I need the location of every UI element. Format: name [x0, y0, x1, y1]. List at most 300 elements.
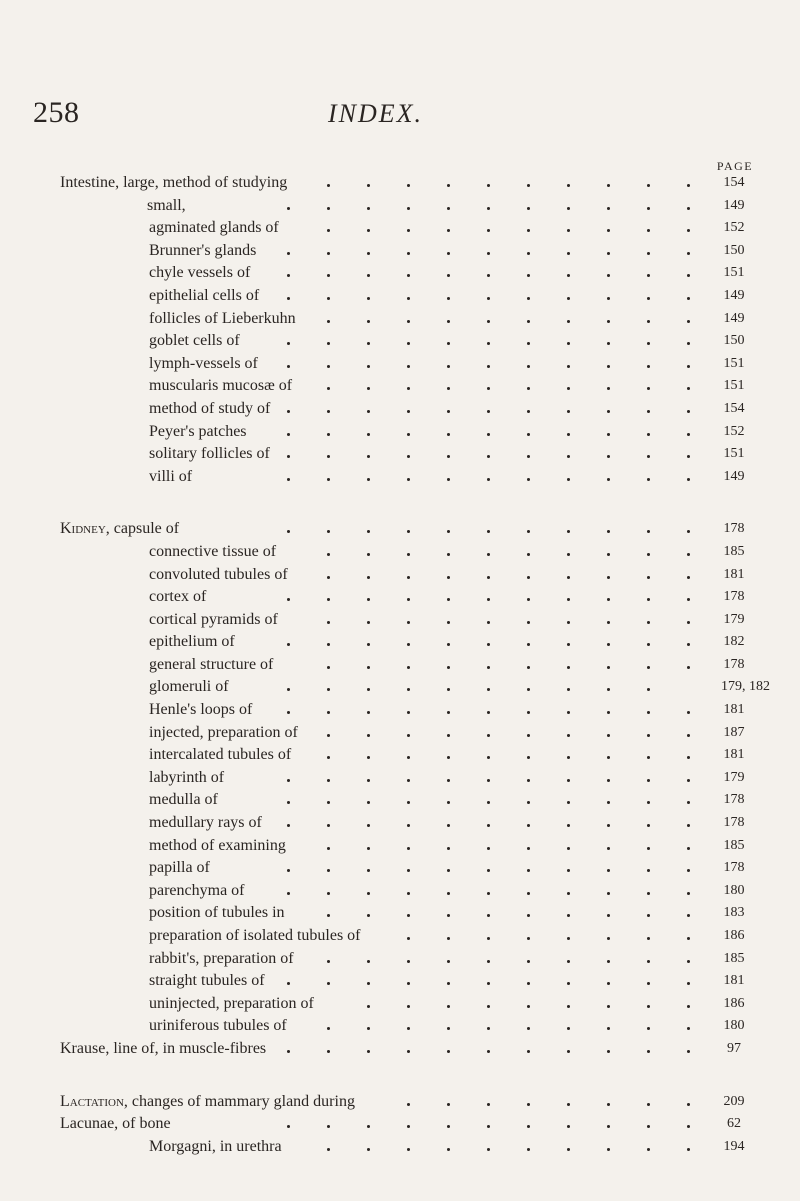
dot-leader	[0, 541, 800, 564]
leader-dot	[367, 274, 370, 277]
leader-dot	[607, 937, 610, 940]
leader-dot	[527, 410, 530, 413]
entry-text: agminated glands of	[149, 219, 279, 237]
leader-dot	[447, 410, 450, 413]
leader-dot	[527, 297, 530, 300]
entry-text: Morgagni, in urethra	[149, 1137, 282, 1155]
leader-dot	[647, 1103, 650, 1106]
entry-text: uriniferous tubules of	[149, 1017, 287, 1035]
leader-dot	[607, 433, 610, 436]
leader-dot	[607, 553, 610, 556]
leader-dot	[607, 365, 610, 368]
dot-leader	[0, 217, 800, 240]
leader-dot	[607, 320, 610, 323]
entry-page-number: 178	[723, 815, 745, 831]
leader-dot	[447, 1103, 450, 1106]
entry-page-number: 185	[723, 837, 745, 853]
leader-dot	[567, 937, 570, 940]
leader-dot	[607, 982, 610, 985]
leader-dot	[487, 1125, 490, 1128]
leader-dot	[447, 937, 450, 940]
leader-dot	[407, 801, 410, 804]
entry-text: Lacunae, of bone	[60, 1115, 171, 1133]
leader-dot	[487, 734, 490, 737]
leader-dot	[687, 914, 690, 917]
leader-dot	[567, 410, 570, 413]
section-gap	[0, 488, 800, 518]
dot-leader	[0, 902, 800, 925]
leader-dot	[447, 666, 450, 669]
leader-dot	[567, 184, 570, 187]
leader-dot	[447, 207, 450, 210]
leader-dot	[687, 643, 690, 646]
leader-dot	[527, 801, 530, 804]
entry-page-number: 151	[723, 355, 745, 371]
leader-dot	[407, 342, 410, 345]
leader-dot	[367, 1027, 370, 1030]
leader-dot	[367, 643, 370, 646]
leader-dot	[407, 869, 410, 872]
entry-page-number: 186	[723, 928, 745, 943]
leader-dot	[407, 320, 410, 323]
leader-dot	[287, 711, 290, 714]
leader-dot	[647, 320, 650, 323]
entry-page-number: 149	[723, 287, 745, 303]
leader-dot	[447, 643, 450, 646]
leader-dot	[407, 666, 410, 669]
leader-dot	[567, 1005, 570, 1008]
leader-dot	[327, 869, 330, 872]
entry-page-number: 149	[723, 468, 745, 484]
dot-leader	[0, 948, 800, 971]
leader-dot	[527, 621, 530, 624]
entry-page-number: 178	[723, 521, 745, 537]
leader-dot	[447, 734, 450, 737]
leader-dot	[327, 711, 330, 714]
leader-dot	[687, 621, 690, 624]
index-entry	[0, 217, 800, 240]
page-column-header: PAGE	[716, 159, 754, 173]
leader-dot	[527, 1148, 530, 1151]
leader-dot	[367, 342, 370, 345]
leader-dot	[447, 229, 450, 232]
leader-dot	[327, 598, 330, 601]
leader-dot	[287, 643, 290, 646]
leader-dot	[487, 1050, 490, 1053]
index-entry	[0, 518, 800, 541]
entry-page-number: 185	[723, 543, 745, 559]
leader-dot	[487, 869, 490, 872]
leader-dot	[647, 297, 650, 300]
leader-dot	[567, 779, 570, 782]
leader-dot	[647, 365, 650, 368]
leader-dot	[447, 297, 450, 300]
leader-dot	[607, 892, 610, 895]
entry-page-number: 179	[723, 769, 745, 785]
dot-leader	[0, 767, 800, 790]
leader-dot	[487, 410, 490, 413]
leader-dot	[407, 914, 410, 917]
leader-dot	[687, 711, 690, 714]
leader-dot	[447, 478, 450, 481]
leader-dot	[527, 847, 530, 850]
entry-page-number: 97	[727, 1040, 741, 1056]
leader-dot	[487, 433, 490, 436]
leader-dot	[487, 847, 490, 850]
leader-dot	[527, 937, 530, 940]
leader-dot	[527, 553, 530, 556]
index-entry	[0, 308, 800, 331]
leader-dot	[447, 892, 450, 895]
leader-dot	[567, 869, 570, 872]
leader-dot	[527, 892, 530, 895]
leader-dot	[447, 252, 450, 255]
leader-dot	[647, 734, 650, 737]
leader-dot	[327, 252, 330, 255]
leader-dot	[687, 937, 690, 940]
entry-text: connective tissue of	[149, 542, 277, 560]
entry-text: epithelial cells of	[149, 286, 260, 304]
leader-dot	[567, 207, 570, 210]
leader-dot	[647, 1050, 650, 1053]
leader-dot	[407, 892, 410, 895]
entry-text: follicles of Lieberkuhn	[149, 309, 296, 327]
entry-page-number: 209	[723, 1093, 745, 1109]
leader-dot	[527, 688, 530, 691]
leader-dot	[407, 960, 410, 963]
leader-dot	[327, 824, 330, 827]
leader-dot	[367, 207, 370, 210]
index-entry	[0, 654, 800, 677]
entry-text: method of examining	[149, 836, 286, 854]
leader-dot	[327, 342, 330, 345]
leader-dot	[447, 801, 450, 804]
leader-dot	[327, 207, 330, 210]
section-gap	[0, 1061, 800, 1091]
leader-dot	[567, 297, 570, 300]
leader-dot	[287, 410, 290, 413]
index-entry	[0, 1136, 800, 1159]
entry-text: glomeruli of	[149, 678, 229, 696]
entry-page-number: 182	[723, 634, 745, 650]
entry-page-number: 180	[723, 1018, 745, 1034]
index-entry	[0, 948, 800, 971]
leader-dot	[527, 756, 530, 759]
leader-dot	[447, 184, 450, 187]
leader-dot	[407, 455, 410, 458]
leader-dot	[407, 297, 410, 300]
leader-dot	[607, 274, 610, 277]
leader-dot	[647, 643, 650, 646]
leader-dot	[367, 478, 370, 481]
entry-page-number: 187	[723, 724, 745, 740]
dot-leader	[0, 308, 800, 331]
leader-dot	[567, 530, 570, 533]
index-entry	[0, 993, 800, 1016]
leader-dot	[567, 711, 570, 714]
index-entry	[0, 789, 800, 812]
entry-text: chyle vessels of	[149, 264, 251, 282]
leader-dot	[527, 982, 530, 985]
leader-dot	[407, 824, 410, 827]
leader-dot	[487, 576, 490, 579]
entry-page-number: 185	[723, 950, 745, 966]
leader-dot	[647, 756, 650, 759]
leader-dot	[647, 779, 650, 782]
entry-page-number: 178	[723, 656, 745, 672]
leader-dot	[487, 455, 490, 458]
leader-dot	[447, 847, 450, 850]
leader-dot	[447, 553, 450, 556]
entry-text: muscularis mucosæ of	[149, 377, 293, 395]
leader-dot	[447, 1027, 450, 1030]
leader-dot	[487, 643, 490, 646]
leader-dot	[447, 576, 450, 579]
entry-page-number: 181	[723, 566, 745, 582]
leader-dot	[527, 779, 530, 782]
leader-dot	[407, 410, 410, 413]
leader-dot	[327, 576, 330, 579]
entry-text: medullary rays of	[149, 814, 262, 832]
leader-dot	[287, 982, 290, 985]
dot-leader	[0, 609, 800, 632]
dot-leader	[0, 857, 800, 880]
dot-leader	[0, 812, 800, 835]
leader-dot	[487, 711, 490, 714]
dot-leader	[0, 466, 800, 489]
leader-dot	[327, 297, 330, 300]
leader-dot	[607, 824, 610, 827]
entry-text: intercalated tubules of	[149, 746, 292, 764]
leader-dot	[367, 1050, 370, 1053]
entry-text: labyrinth of	[149, 768, 225, 786]
leader-dot	[567, 455, 570, 458]
leader-dot	[447, 274, 450, 277]
leader-dot	[447, 455, 450, 458]
leader-dot	[327, 455, 330, 458]
leader-dot	[527, 869, 530, 872]
leader-dot	[487, 960, 490, 963]
leader-dot	[367, 553, 370, 556]
leader-dot	[567, 914, 570, 917]
leader-dot	[607, 478, 610, 481]
leader-dot	[607, 530, 610, 533]
leader-dot	[367, 824, 370, 827]
leader-dot	[287, 478, 290, 481]
leader-dot	[487, 1103, 490, 1106]
entry-page-number: 152	[723, 423, 745, 439]
leader-dot	[687, 252, 690, 255]
entry-text: method of study of	[149, 399, 271, 417]
dot-leader	[0, 443, 800, 466]
entry-page-number: 194	[723, 1138, 745, 1154]
index-entry	[0, 744, 800, 767]
leader-dot	[687, 478, 690, 481]
leader-dot	[287, 342, 290, 345]
leader-dot	[607, 643, 610, 646]
entry-subheading: changes of mammary gland during	[127, 1092, 355, 1110]
dot-leader	[0, 631, 800, 654]
page-title: INDEX.	[328, 99, 424, 128]
leader-dot	[527, 530, 530, 533]
leader-dot	[327, 779, 330, 782]
leader-dot	[407, 1148, 410, 1151]
leader-dot	[607, 869, 610, 872]
leader-dot	[527, 1103, 530, 1106]
leader-dot	[367, 576, 370, 579]
leader-dot	[527, 342, 530, 345]
leader-dot	[407, 688, 410, 691]
leader-dot	[567, 666, 570, 669]
leader-dot	[327, 229, 330, 232]
index-entry	[0, 1091, 800, 1114]
leader-dot	[487, 982, 490, 985]
leader-dot	[567, 229, 570, 232]
entry-text: cortex of	[149, 588, 207, 606]
entry-page-number: 151	[723, 446, 745, 462]
entry-text: Intestine, large, method of studying	[60, 174, 288, 191]
entry-text: goblet cells of	[149, 332, 240, 350]
leader-dot	[367, 1148, 370, 1151]
entry-page-number: 181	[723, 973, 745, 989]
leader-dot	[287, 455, 290, 458]
leader-dot	[407, 207, 410, 210]
entry-text: epithelium of	[149, 633, 235, 651]
leader-dot	[487, 530, 490, 533]
leader-dot	[607, 960, 610, 963]
leader-dot	[367, 252, 370, 255]
leader-dot	[287, 824, 290, 827]
entry-page-number: 151	[723, 265, 745, 281]
leader-dot	[447, 530, 450, 533]
leader-dot	[527, 914, 530, 917]
leader-dot	[407, 937, 410, 940]
dot-leader	[0, 880, 800, 903]
leader-dot	[567, 847, 570, 850]
leader-dot	[487, 387, 490, 390]
leader-dot	[407, 1005, 410, 1008]
leader-dot	[607, 779, 610, 782]
leader-dot	[407, 1125, 410, 1128]
dot-leader	[0, 421, 800, 444]
leader-dot	[687, 455, 690, 458]
leader-dot	[567, 1125, 570, 1128]
leader-dot	[407, 1103, 410, 1106]
leader-dot	[487, 342, 490, 345]
leader-dot	[647, 688, 650, 691]
leader-dot	[607, 1148, 610, 1151]
leader-dot	[367, 779, 370, 782]
leader-dot	[687, 1103, 690, 1106]
leader-dot	[567, 320, 570, 323]
index-entry	[0, 330, 800, 353]
leader-dot	[367, 734, 370, 737]
leader-dot	[647, 455, 650, 458]
leader-dot	[607, 801, 610, 804]
leader-dot	[327, 847, 330, 850]
leader-dot	[487, 1005, 490, 1008]
leader-dot	[367, 666, 370, 669]
leader-dot	[607, 914, 610, 917]
leader-dot	[687, 824, 690, 827]
leader-dot	[647, 960, 650, 963]
leader-dot	[687, 297, 690, 300]
leader-dot	[487, 553, 490, 556]
leader-dot	[607, 598, 610, 601]
index-entry	[0, 767, 800, 790]
leader-dot	[447, 433, 450, 436]
leader-dot	[407, 387, 410, 390]
index-entry	[0, 353, 800, 376]
leader-dot	[327, 1027, 330, 1030]
leader-dot	[287, 1125, 290, 1128]
entry-page-number: 152	[723, 220, 745, 236]
leader-dot	[287, 688, 290, 691]
entry-text: papilla of	[149, 859, 210, 877]
leader-dot	[607, 756, 610, 759]
leader-dot	[287, 252, 290, 255]
entry-text: villi of	[149, 467, 193, 485]
leader-dot	[327, 621, 330, 624]
leader-dot	[647, 478, 650, 481]
leader-dot	[487, 892, 490, 895]
leader-dot	[647, 1148, 650, 1151]
leader-dot	[527, 365, 530, 368]
index-entry	[0, 240, 800, 263]
leader-dot	[327, 274, 330, 277]
leader-dot	[607, 229, 610, 232]
leader-dot	[367, 387, 370, 390]
leader-dot	[287, 297, 290, 300]
leader-dot	[287, 274, 290, 277]
leader-dot	[567, 342, 570, 345]
leader-dot	[367, 320, 370, 323]
leader-dot	[647, 410, 650, 413]
leader-dot	[647, 914, 650, 917]
dot-leader	[0, 262, 800, 285]
leader-dot	[407, 576, 410, 579]
leader-dot	[607, 297, 610, 300]
leader-dot	[487, 274, 490, 277]
leader-dot	[647, 666, 650, 669]
leader-dot	[687, 184, 690, 187]
entry-page-number: 150	[723, 242, 745, 258]
leader-dot	[687, 576, 690, 579]
leader-dot	[647, 824, 650, 827]
entry-page-number: 179, 182	[721, 679, 770, 695]
dot-leader	[0, 330, 800, 353]
leader-dot	[447, 1125, 450, 1128]
leader-dot	[687, 869, 690, 872]
entry-text: Brunner's glands	[149, 241, 257, 259]
entry-page-number: 181	[723, 702, 745, 718]
dot-leader	[0, 789, 800, 812]
leader-dot	[527, 1005, 530, 1008]
leader-dot	[407, 252, 410, 255]
leader-dot	[447, 1005, 450, 1008]
leader-dot	[567, 1103, 570, 1106]
leader-dot	[367, 455, 370, 458]
leader-dot	[527, 184, 530, 187]
leader-dot	[487, 1027, 490, 1030]
leader-dot	[687, 530, 690, 533]
entry-text: injected, preparation of	[149, 723, 298, 741]
leader-dot	[567, 252, 570, 255]
leader-dot	[567, 688, 570, 691]
leader-dot	[567, 801, 570, 804]
index-entry	[0, 835, 800, 858]
leader-dot	[567, 982, 570, 985]
